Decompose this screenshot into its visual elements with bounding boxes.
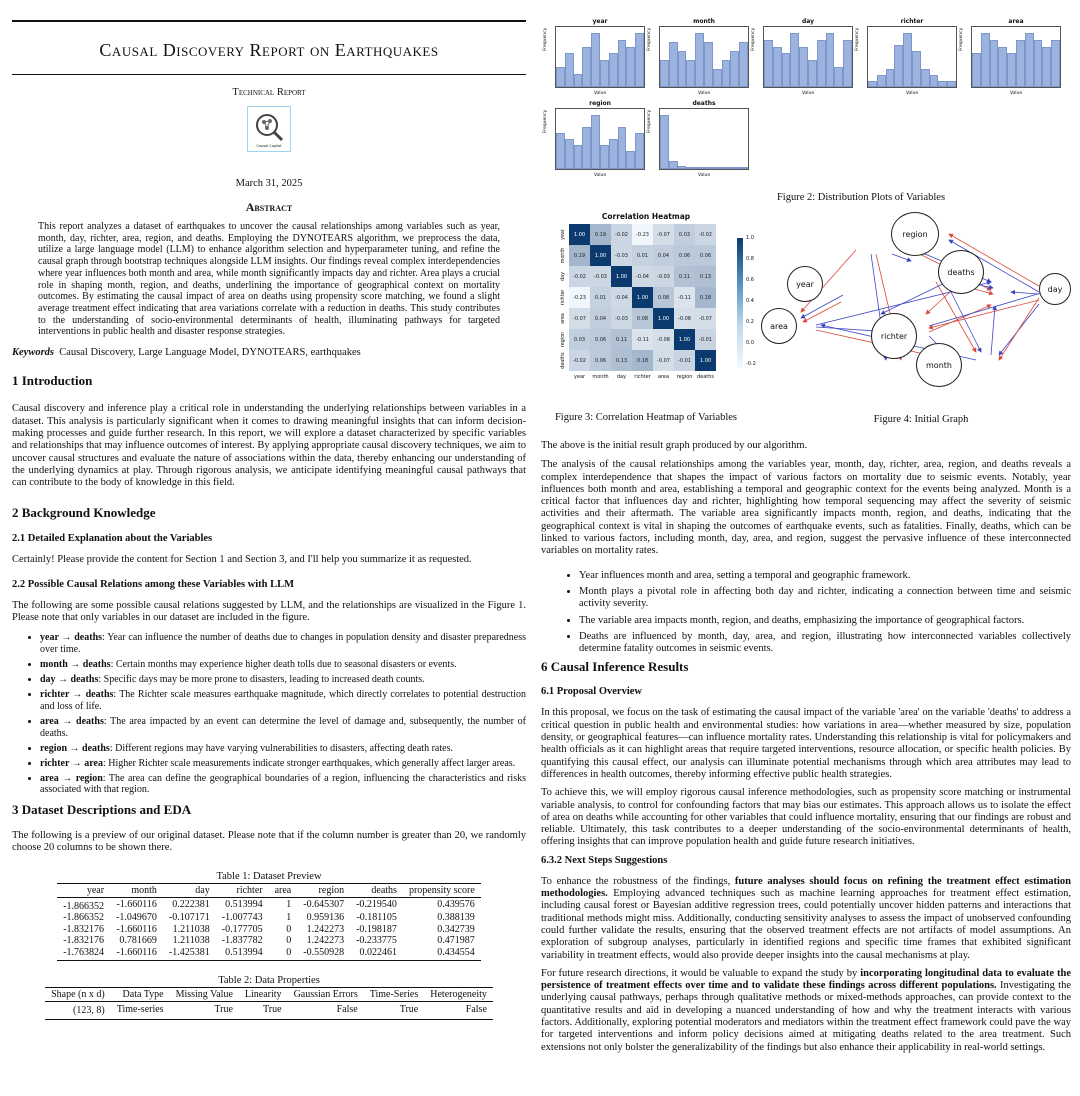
heatmap-cell: -0.02	[611, 224, 632, 245]
histogram-bar	[843, 40, 852, 87]
histogram-ylabel: Frequency	[855, 27, 860, 51]
histogram-bar	[722, 167, 731, 169]
histogram-bar	[808, 60, 817, 87]
histogram-bar	[739, 42, 748, 87]
histogram-bar	[695, 167, 704, 169]
histogram-bar	[938, 81, 947, 87]
heatmap-cell: 1.00	[611, 266, 632, 287]
histogram-day	[751, 18, 853, 96]
figure-4-caption: Figure 4: Initial Graph	[873, 414, 969, 425]
histogram-bar	[574, 74, 583, 88]
heatmap-cell: 0.01	[590, 287, 611, 308]
histogram-title: region	[589, 100, 611, 107]
heatmap-cell: 0.13	[611, 350, 632, 371]
histogram-bar	[1007, 53, 1016, 87]
heatmap-cell: -0.04	[611, 287, 632, 308]
section-1-text: Causal discovery and inference play a critical role in understanding the underlying relationships between variables in a dataset. This analysis is particularly significant when it comes to drawing meaningful insights that can inform decision-making processes and guide further research. In this report, we will explore a dataset characterized by specific variables and relationships that may influence outcomes of interest. By applying appropriate causal discovery techniques, we aim to uncover causal structures and evaluate the nature of associations within the data, thereby enhancing our understanding of the underlying dynamics at play. Through rigorous analysis, we anticipate identifying meaningful causal pathways that can contribute to the body of knowledge in this field.	[12, 403, 526, 489]
table-row: -1.832176 -1.660116 1.211038 -0.177705 0 1.242273 -0.198187 0.342739	[63, 923, 475, 935]
histogram-bar	[886, 69, 895, 87]
histogram-bar	[1051, 40, 1060, 87]
heatmap-cell: 0.19	[590, 224, 611, 245]
keywords: Causal Discovery, Large Language Model, DYNOTEARS, earthquakes	[59, 347, 361, 359]
histogram-bar	[713, 167, 722, 169]
heatmap-cell: 0.06	[590, 350, 611, 371]
heatmap-cell: -0.01	[695, 329, 716, 350]
histogram-bar	[826, 33, 835, 87]
histogram-bar	[998, 47, 1007, 88]
histogram-xlabel: Value	[697, 91, 711, 96]
table-row: -1.763824 -1.660116 -1.425381 0.513994 0 -0.550928 0.022461 0.434554	[57, 947, 481, 961]
heatmap-cell: -0.07	[653, 350, 674, 371]
histogram-bar	[695, 33, 704, 87]
heatmap-cell: 0.03	[569, 329, 590, 350]
histogram-bar	[686, 60, 695, 87]
histogram-year	[543, 18, 645, 96]
histogram-title: area	[1008, 18, 1024, 25]
heatmap-cell: 0.04	[590, 308, 611, 329]
initial-graph	[761, 210, 1071, 390]
heatmap-col-label: deaths	[696, 374, 715, 380]
logo-caption: Causal Copilot	[256, 143, 282, 148]
section-1-heading: 1 Introduction	[12, 373, 93, 389]
colorbar-tick: 0.8	[746, 256, 754, 262]
histogram-bar	[799, 47, 808, 88]
histogram-bar	[626, 47, 635, 88]
heatmap-row-label: region	[561, 331, 566, 348]
histogram-bar	[556, 67, 565, 87]
heatmap-row-label: richter	[561, 289, 566, 306]
histogram-ylabel: Frequency	[543, 109, 548, 133]
graph-node-area: area	[761, 308, 797, 344]
heatmap-cell: -0.02	[569, 266, 590, 287]
heatmap-cell: -0.11	[674, 287, 695, 308]
heatmap-row-label: day	[561, 272, 566, 281]
histogram-bar	[609, 139, 618, 169]
histogram-title: month	[693, 18, 715, 25]
abstract-heading: Abstract	[245, 200, 293, 214]
histogram-ylabel: Frequency	[543, 27, 548, 51]
colorbar-tick: 0.0	[746, 340, 754, 346]
histogram-bar	[764, 40, 773, 87]
logo	[247, 106, 291, 152]
histogram-bar	[972, 53, 981, 87]
heatmap-cell: 0.06	[695, 245, 716, 266]
list-item: • Deaths are influenced by month, day, area, and region, illustrating how interconnected variables collectively determine fatality outcomes in seismic events.	[579, 631, 1071, 656]
heatmap-cell: 0.11	[611, 329, 632, 350]
section-6-heading: 6 Causal Inference Results	[541, 659, 689, 675]
heatmap-cell: 0.18	[632, 350, 653, 371]
histogram-bar	[877, 75, 886, 87]
heatmap-cell: 1.00	[632, 287, 653, 308]
list-item: • The variable area impacts month, region, and deaths, emphasizing the importance of geographical factors.	[579, 615, 1071, 627]
correlation-heatmap	[541, 210, 766, 395]
heatmap-cell: 0.13	[695, 266, 716, 287]
list-item: • month → deaths: Certain months may experience higher death tolls due to seasonal disasters or events.	[40, 659, 526, 671]
heatmap-cell: -0.02	[695, 224, 716, 245]
histogram-bar	[1016, 40, 1025, 87]
heatmap-col-label: month	[592, 374, 609, 380]
colorbar-tick: 0.4	[746, 298, 754, 304]
histogram-bar	[739, 167, 748, 169]
left-column	[12, 0, 526, 1020]
heatmap-cell: 0.03	[674, 224, 695, 245]
histogram-richter	[855, 18, 957, 96]
graph-bullets	[541, 570, 1071, 656]
heatmap-col-label: area	[657, 374, 670, 380]
histogram-bar	[868, 81, 877, 87]
histogram-ylabel: Frequency	[647, 27, 652, 51]
colorbar-tick: 1.0	[746, 235, 754, 241]
histogram-bar	[903, 33, 912, 87]
heatmap-cell: -0.03	[611, 245, 632, 266]
histogram-bar	[834, 67, 843, 87]
graph-node-day: day	[1039, 273, 1071, 305]
list-item: • day → deaths: Specific days may be more prone to disasters, leading to increased death counts.	[40, 674, 526, 686]
histogram-bar	[635, 33, 644, 87]
histogram-bar	[1025, 33, 1034, 87]
section-3-text: The following is a preview of our original dataset. Please note that if the column number is greater than 20, we randomly choose 20 columns to be shown there.	[12, 830, 526, 854]
table-2-caption: Table 2: Data Properties	[218, 975, 320, 987]
histogram-region	[543, 100, 645, 178]
heatmap-col-label: richter	[634, 374, 651, 380]
histogram-bar	[618, 40, 627, 87]
table-row: -1.866352 -1.660116 0.222381 0.513994 1 -0.645307 -0.219540 0.439576	[63, 899, 475, 912]
list-item: • area → region: The area can define the geographical boundaries of a region, influencing the characteristics and risks associated with that region.	[40, 773, 526, 797]
histogram-bar	[618, 127, 627, 169]
histogram-bar	[669, 161, 678, 169]
histogram-bar	[582, 127, 591, 169]
dataset-preview-table	[57, 883, 481, 962]
heatmap-cell: 0.19	[569, 245, 590, 266]
histogram-xlabel: Value	[593, 173, 607, 178]
histogram-bar	[773, 47, 782, 88]
section-2-heading: 2 Background Knowledge	[12, 505, 156, 521]
distribution-plots	[541, 0, 1071, 190]
data-properties-table	[45, 987, 493, 1020]
histogram-ylabel: Frequency	[751, 27, 756, 51]
heatmap-cell: -0.03	[590, 266, 611, 287]
histogram-bar	[730, 167, 739, 169]
section-2-1-heading: 2.1 Detailed Explanation about the Variables	[12, 533, 213, 545]
graph-node-region: region	[891, 212, 939, 256]
histogram-ylabel: Frequency	[647, 109, 652, 133]
section-2-1-text: Certainly! Please provide the content for Section 1 and Section 3, and I'll help you summarize it as requested.	[12, 554, 472, 566]
histogram-bar	[565, 53, 574, 87]
heatmap-title: Correlation Heatmap	[601, 212, 691, 221]
histogram-bar	[1042, 47, 1051, 88]
heatmap-cell: 1.00	[695, 350, 716, 371]
histogram-bar	[782, 53, 791, 87]
heatmap-cell: 0.06	[590, 329, 611, 350]
histogram-bar	[790, 33, 799, 87]
histogram-title: richter	[900, 18, 924, 25]
histogram-bar	[981, 33, 990, 87]
heatmap-colorbar	[737, 238, 743, 368]
heatmap-cell: -0.11	[632, 329, 653, 350]
figure-3-caption: Figure 3: Correlation Heatmap of Variables	[554, 412, 738, 423]
heatmap-cell: -0.07	[569, 308, 590, 329]
heatmap-cell: -0.04	[632, 266, 653, 287]
histogram-bar	[713, 69, 722, 87]
colorbar-tick: -0.2	[746, 361, 756, 367]
histogram-xlabel: Value	[1009, 91, 1023, 96]
section-6-1-paragraph-1: In this proposal, we focus on the task of estimating the causal impact of the variable 'area' on the variable 'deaths' to address a critical question in public health and environmental studies: how variations in area—whether measured by size, population density, or geographical features—can influence mortality rates. Understanding this relationship is vital for policymakers and health officials as it can highlight areas that require targeted interventions, resource allocation, or specific health policies. By quantifying this causal effect, our analysis can illuminate potential mechanisms through which area attributes may lead to differences in health outcomes, thereby informing effective public health strategies.	[541, 707, 1071, 780]
heatmap-cell: 1.00	[653, 308, 674, 329]
list-item: • richter → area: Higher Richter scale measurements indicate stronger earthquakes, which generally affect larger areas.	[40, 758, 526, 770]
histogram-xlabel: Value	[801, 91, 815, 96]
section-6-3-2-paragraph-2: For future research directions, it would be valuable to expand the study by incorporating longitudinal data to evaluate the persistence of treatment effects over time and to validate these findings across different populations. Investigating the underlying causal pathways, perhaps through qualitative methods or mixed-methods approaches, can provide context to the quantitative results and aid in developing a nuanced understanding of how and why the treatment interacts with various factors. Additionally, exploring potential moderators and mediators within the treatment effect framework could pave the way for targeted interventions and inform policy decisions aimed at mitigating deaths related to the area treatment. Such extensions not only bolster the generalizability of the findings but also enhance their applicability in real-world settings.	[541, 967, 1071, 1053]
histogram-title: deaths	[692, 100, 716, 107]
list-item: • Month plays a pivotal role in affecting both day and richter, indicating a connection between time and seismic activity severity.	[579, 586, 1071, 611]
histogram-bar	[600, 60, 609, 87]
histogram-bar	[704, 42, 713, 87]
histogram-bar	[894, 45, 903, 87]
date: March 31, 2025	[235, 177, 303, 189]
histogram-title: day	[801, 18, 815, 25]
list-item: • region → deaths: Different regions may have varying vulnerabilities to disasters, affecting death rates.	[40, 743, 526, 755]
histogram-xlabel: Value	[905, 91, 919, 96]
keywords-label: Keywords	[12, 347, 54, 359]
heatmap-row-label: year	[561, 229, 566, 240]
graph-node-year: year	[787, 266, 823, 302]
table-row: (123, 8) Time-series True True False True False	[45, 1002, 493, 1020]
heatmap-cell: -0.03	[611, 308, 632, 329]
histogram-bar	[921, 69, 930, 87]
heatmap-row-label: deaths	[561, 352, 566, 369]
histogram-bar	[817, 40, 826, 87]
section-6-3-2-paragraph-1: To enhance the robustness of the findings, future analyses should focus on refining the treatment effect estimation methodologies. Employing advanced techniques such as machine learning approaches for treatment effect estimation, including causal forest or Bayesian additive regression trees, could potentially uncover hidden patterns and interactions that traditional methods might miss. Additionally, conducting sensitivity analyses to assess the impact of unobserved confounding could further validate the results, ensuring that the observed treatment effects are not artifacts of model assumptions. An exploration of subgroup analyses, particularly in identified regions and specific time frames that exhibited significant variability in treatment effects, would also provide deeper insights into the causal mechanisms at play.	[541, 875, 1071, 961]
heatmap-cell: 1.00	[590, 245, 611, 266]
abstract-text: This report analyzes a dataset of earthquakes to uncover the causal relationships among variables such as year, month, day, richter, area, region, and deaths. Employing the DYNOTEARS algorithm, we preprocess the data, utilize a large language model (LLM) to enhance algorithm selection and hyperparameter tuning, and refine the causal graph through bootstrap techniques alongside LLM insights. Our findings reveal complex interdependencies where year influences both month and area, while month significantly impacts day and richter. Area plays a crucial role in shaping month, region, and deaths, underlining the importance of geographical context on mortality outcomes. By estimating the causal impact of area on deaths using propensity score matching, we found a slight average treatment effect indicating that area variations correlate with a reduction in deaths. This study contributes to the understanding of socio-environmental determinants of health, illuminating pathways for targeted interventions in public health and disaster response strategies.	[38, 221, 500, 338]
histogram-bar	[912, 51, 921, 87]
graph-intro: The above is the initial result graph produced by our algorithm.	[541, 440, 808, 451]
histogram-bar	[704, 167, 713, 169]
histogram-bar	[678, 166, 687, 169]
histogram-bar	[686, 167, 695, 169]
figure-2-caption: Figure 2: Distribution Plots of Variables	[776, 192, 946, 203]
graph-node-month: month	[916, 343, 962, 387]
heatmap-cell: -0.07	[653, 224, 674, 245]
colorbar-tick: 0.6	[746, 277, 754, 283]
histogram-bar	[990, 40, 999, 87]
section-2-2-heading: 2.2 Possible Causal Relations among these Variables with LLM	[12, 578, 295, 590]
histogram-bar	[947, 81, 956, 87]
paper-title: Causal Discovery Report on Earthquakes	[99, 40, 439, 60]
section-6-1-heading: 6.1 Proposal Overview	[541, 686, 643, 698]
colorbar-tick: 0.2	[746, 319, 754, 325]
heatmap-cell: 0.01	[632, 245, 653, 266]
heatmap-cell: -0.03	[653, 266, 674, 287]
heatmap-cell: 0.04	[653, 245, 674, 266]
histogram-bar	[582, 47, 591, 88]
heatmap-col-label: day	[616, 374, 627, 380]
heatmap-cell: 0.18	[695, 287, 716, 308]
histogram-bar	[565, 139, 574, 169]
table-row: -1.866352 -1.049670 -0.107171 -1.007743 1 0.959136 -0.181105 0.388139	[63, 912, 475, 924]
list-item: • Year influences month and area, setting a temporal and geographic framework.	[579, 570, 1071, 582]
table-header-row: Shape (n x d) Data Type Missing Value Linearity Gaussian Errors Time-Series Heterogeneity	[45, 988, 493, 1002]
heatmap-cell: 0.08	[653, 287, 674, 308]
histogram-bar	[609, 53, 618, 87]
table-1-caption: Table 1: Dataset Preview	[216, 870, 322, 882]
list-item: • richter → deaths: The Richter scale measures earthquake magnitude, which directly correlates to potential destruction and loss of life.	[40, 689, 526, 713]
heatmap-cell: 1.00	[674, 329, 695, 350]
histogram-bar	[635, 133, 644, 169]
section-6-1-paragraph-2: To achieve this, we will employ rigorous causal inference methodologies, such as propensity score matching or instrumental variable analysis, to control for confounding factors that may bias our estimates. This approach allows us to isolate the effect of area on deaths while accounting for other variables that could influence mortality, ensuring that our findings are robust and reliable. Ultimately, this task contributes to a deeper understanding of the socio-environmental determinants of health, offering insights that can improve population health and guide future research initiatives.	[541, 787, 1071, 848]
histogram-xlabel: Value	[697, 173, 711, 178]
heatmap-col-label: year	[573, 374, 586, 380]
report-type: Technical Report	[232, 87, 306, 98]
heatmap-cell: -0.01	[674, 350, 695, 371]
heatmap-col-label: region	[676, 374, 693, 380]
histogram-bar	[660, 60, 669, 87]
histogram-bar	[930, 75, 939, 87]
histogram-bar	[626, 151, 635, 169]
histogram-ylabel: Frequency	[959, 27, 964, 51]
heatmap-cell: 1.00	[569, 224, 590, 245]
section-3-heading: 3 Dataset Descriptions and EDA	[12, 802, 192, 818]
histogram-bar	[1034, 40, 1043, 87]
histogram-xlabel: Value	[593, 91, 607, 96]
heatmap-row-label: month	[561, 247, 566, 264]
list-item: • area → deaths: The area impacted by an event can determine the level of damage and, subsequently, the number of deaths.	[40, 716, 526, 740]
heatmap-cell: -0.08	[674, 308, 695, 329]
heatmap-row-label: area	[561, 313, 566, 324]
heatmap-cell: -0.07	[695, 308, 716, 329]
heatmap-cell: -0.02	[569, 350, 590, 371]
histogram-bar	[722, 60, 731, 87]
table-row: -1.832176 0.781669 1.211038 -1.837782 0 1.242273 -0.233775 0.471987	[63, 935, 475, 947]
histogram-title: year	[592, 18, 608, 25]
relations-list	[12, 632, 526, 796]
histogram-bar	[591, 33, 600, 87]
histogram-bar	[660, 115, 669, 169]
heatmap-cell: -0.08	[653, 329, 674, 350]
heatmap-cell: 0.11	[674, 266, 695, 287]
histogram-deaths	[647, 100, 749, 178]
heatmap-cell: 0.06	[674, 245, 695, 266]
histogram-bar	[591, 115, 600, 169]
graph-node-richter: richter	[871, 313, 917, 359]
histogram-area	[959, 18, 1061, 96]
list-item: • year → deaths: Year can influence the number of deaths due to changes in population density and disaster preparedness over time.	[40, 632, 526, 656]
histogram-bar	[669, 42, 678, 87]
graph-node-deaths: deaths	[938, 250, 984, 294]
section-2-2-text: The following are some possible causal relations suggested by LLM, and the relationships are visualized in the Figure 1. Please note that only variables in our dataset are included in the figure.	[12, 599, 526, 623]
histogram-bar	[730, 51, 739, 87]
histogram-bar	[678, 51, 687, 87]
histogram-bar	[556, 133, 565, 169]
histogram-month	[647, 18, 749, 96]
heatmap-cell: -0.23	[569, 287, 590, 308]
histogram-bar	[574, 145, 583, 169]
histogram-bar	[600, 145, 609, 169]
table-header-row: year month day richter area region deaths propensity score	[57, 883, 481, 897]
heatmap-cell: 0.08	[632, 308, 653, 329]
section-6-3-2-heading: 6.3.2 Next Steps Suggestions	[541, 854, 668, 866]
heatmap-cell: -0.23	[632, 224, 653, 245]
graph-analysis: The analysis of the causal relationships among the variables year, month, day, richter, area, region, and deaths reveals a complex interdependence that shapes the impact of various factors on mortality due to seismic events. Notably, year influences both month and area, establishing a temporal and geographic context for the events being analyzed. Month is a critical factor that influences day and richter, highlighting how temporal sequencing may affect the severity of seismic activities and their aftermath. The variable area significantly impacts month, region, and deaths, indicating that the geographical context is vital in shaping the outcomes of earthquake events, such as fatalities. Finally, deaths, which can be linked to various factors, including month, day, area, and region, suggest the pervasive influence of these interconnected variables on mortality rates.	[541, 459, 1071, 557]
